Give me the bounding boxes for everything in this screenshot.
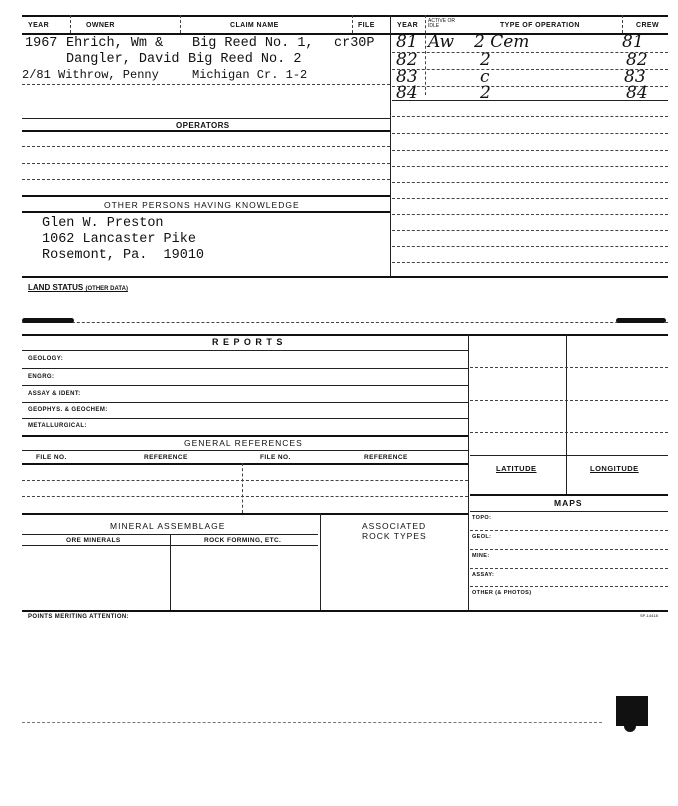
divider	[180, 15, 181, 33]
reports-title: R E P O R T S	[212, 337, 284, 347]
crew-header: CREW	[636, 22, 659, 29]
row-rule	[392, 100, 668, 101]
claim-year: 2/81	[22, 68, 51, 82]
row-rule	[392, 116, 668, 117]
section-rule	[22, 463, 468, 465]
row-rule	[392, 262, 668, 263]
form-number: SP-14418	[640, 613, 658, 618]
row-rule	[22, 402, 468, 403]
row-rule	[392, 133, 668, 134]
row-rule	[22, 368, 468, 369]
operators-title: OPERATORS	[176, 121, 230, 130]
claim-name: Big Reed No. 2	[188, 52, 302, 67]
section-rule	[22, 435, 468, 437]
longitude-label: LONGITUDE	[590, 464, 639, 473]
points-label: POINTS MERITING ATTENTION:	[28, 614, 130, 620]
section-rule	[22, 130, 390, 132]
op-crew: 84	[626, 83, 648, 103]
row-rule	[470, 530, 668, 531]
row-rule	[22, 179, 390, 180]
claim-name-header: CLAIM NAME	[230, 22, 279, 29]
row-rule	[22, 496, 468, 497]
op-active: Aw	[428, 32, 455, 52]
divider	[622, 15, 623, 33]
claim-file: cr30P	[334, 36, 375, 51]
claim-year: 1967	[25, 36, 58, 51]
section-rule	[22, 276, 668, 278]
row-rule	[22, 480, 468, 481]
rock-types-label: ROCK TYPES	[362, 531, 427, 541]
claim-owner: Dangler, David	[66, 52, 180, 67]
scan-artifact-block	[624, 724, 636, 732]
row-rule	[392, 198, 668, 199]
year2-header: YEAR	[397, 22, 419, 29]
row-rule	[392, 182, 668, 183]
row-rule	[470, 511, 668, 512]
divider	[70, 15, 71, 33]
mineral-assemblage-title: MINERAL ASSEMBLAGE	[110, 521, 226, 531]
section-rule	[22, 513, 468, 515]
maps-title: MAPS	[554, 498, 583, 508]
op-crew: 82	[626, 50, 648, 70]
redaction-mark	[22, 318, 74, 323]
divider	[352, 15, 353, 33]
row-rule	[470, 568, 668, 569]
year-header: YEAR	[28, 22, 50, 29]
row-rule	[392, 214, 668, 215]
report-metallurgical: METALLURGICAL:	[28, 423, 87, 429]
divider	[425, 15, 426, 95]
report-assay: ASSAY & IDENT:	[28, 391, 81, 397]
section-rule	[22, 195, 390, 197]
divider	[242, 463, 243, 513]
claim-owner: Withrow, Penny	[58, 68, 159, 82]
contact-street: 1062 Lancaster Pike	[42, 232, 196, 247]
op-type: 2	[480, 83, 491, 103]
row-rule	[22, 450, 468, 451]
map-assay: ASSAY:	[472, 572, 495, 578]
other-persons-title: OTHER PERSONS HAVING KNOWLEDGE	[104, 200, 300, 210]
row-rule	[22, 146, 390, 147]
claim-name: Big Reed No. 1,	[192, 36, 314, 51]
map-topo: TOPO:	[472, 515, 492, 521]
row-rule	[22, 385, 468, 386]
op-year: 83	[396, 67, 418, 87]
map-geol: GEOL:	[472, 534, 492, 540]
reports-right-divider	[468, 334, 469, 610]
ref-col-file: FILE NO.	[36, 454, 67, 461]
claim-name: Michigan Cr. 1-2	[192, 68, 308, 82]
op-year: 81	[396, 32, 418, 52]
op-type: 2 Cem	[474, 32, 530, 52]
map-mine: MINE:	[472, 553, 490, 559]
general-references-title: GENERAL REFERENCES	[184, 438, 303, 448]
op-crew: 81	[622, 32, 644, 52]
file-header: FILE	[358, 22, 375, 29]
ref-col-reference: REFERENCE	[364, 454, 408, 461]
row-rule	[392, 166, 668, 167]
op-type: c	[480, 67, 490, 87]
row-rule	[470, 586, 668, 587]
type-of-operation-header: TYPE OF OPERATION	[500, 22, 580, 29]
top-rule	[22, 15, 668, 17]
row-rule	[22, 350, 468, 351]
divider	[320, 513, 321, 610]
redaction-mark	[616, 318, 666, 323]
op-type: 2	[480, 50, 491, 70]
row-rule	[22, 84, 390, 85]
report-engrg: ENGRG:	[28, 374, 55, 380]
header-rule	[22, 33, 668, 35]
active-idle-header: ACTIVE OR IDLE	[428, 18, 455, 29]
row-rule	[392, 150, 668, 151]
row-rule	[22, 322, 668, 323]
rock-forming-label: ROCK FORMING, ETC.	[204, 537, 282, 544]
row-rule	[470, 367, 668, 368]
latitude-label: LATITUDE	[496, 464, 537, 473]
row-rule	[470, 455, 668, 456]
op-crew: 83	[624, 67, 646, 87]
ref-col-reference: REFERENCE	[144, 454, 188, 461]
report-geology: GEOLOGY:	[28, 356, 64, 362]
scan-artifact-line	[22, 722, 602, 723]
op-year: 84	[396, 83, 418, 103]
owner-header: OWNER	[86, 22, 115, 29]
section-rule	[22, 610, 668, 612]
section-rule	[22, 211, 390, 213]
section-rule	[22, 118, 390, 119]
row-rule	[22, 418, 468, 419]
main-vertical-divider	[390, 15, 391, 277]
row-rule	[470, 432, 668, 433]
scan-artifact-block	[616, 696, 648, 726]
row-rule	[470, 549, 668, 550]
section-rule	[22, 334, 668, 336]
row-rule	[392, 230, 668, 231]
ref-col-file: FILE NO.	[260, 454, 291, 461]
divider	[566, 334, 567, 494]
contact-name: Glen W. Preston	[42, 216, 164, 231]
ore-minerals-label: ORE MINERALS	[66, 537, 121, 544]
land-status-label: LAND STATUS (OTHER DATA)	[28, 283, 128, 292]
op-year: 82	[396, 50, 418, 70]
section-rule	[470, 494, 668, 496]
row-rule	[22, 163, 390, 164]
row-rule	[470, 400, 668, 401]
row-rule	[392, 246, 668, 247]
report-geophys: GEOPHYS. & GEOCHEM:	[28, 407, 108, 413]
associated-label: ASSOCIATED	[362, 521, 427, 531]
map-other: OTHER (& PHOTOS)	[472, 590, 532, 596]
divider	[170, 534, 171, 610]
contact-city: Rosemont, Pa. 19010	[42, 248, 205, 263]
claim-owner: Ehrich, Wm &	[66, 36, 164, 51]
